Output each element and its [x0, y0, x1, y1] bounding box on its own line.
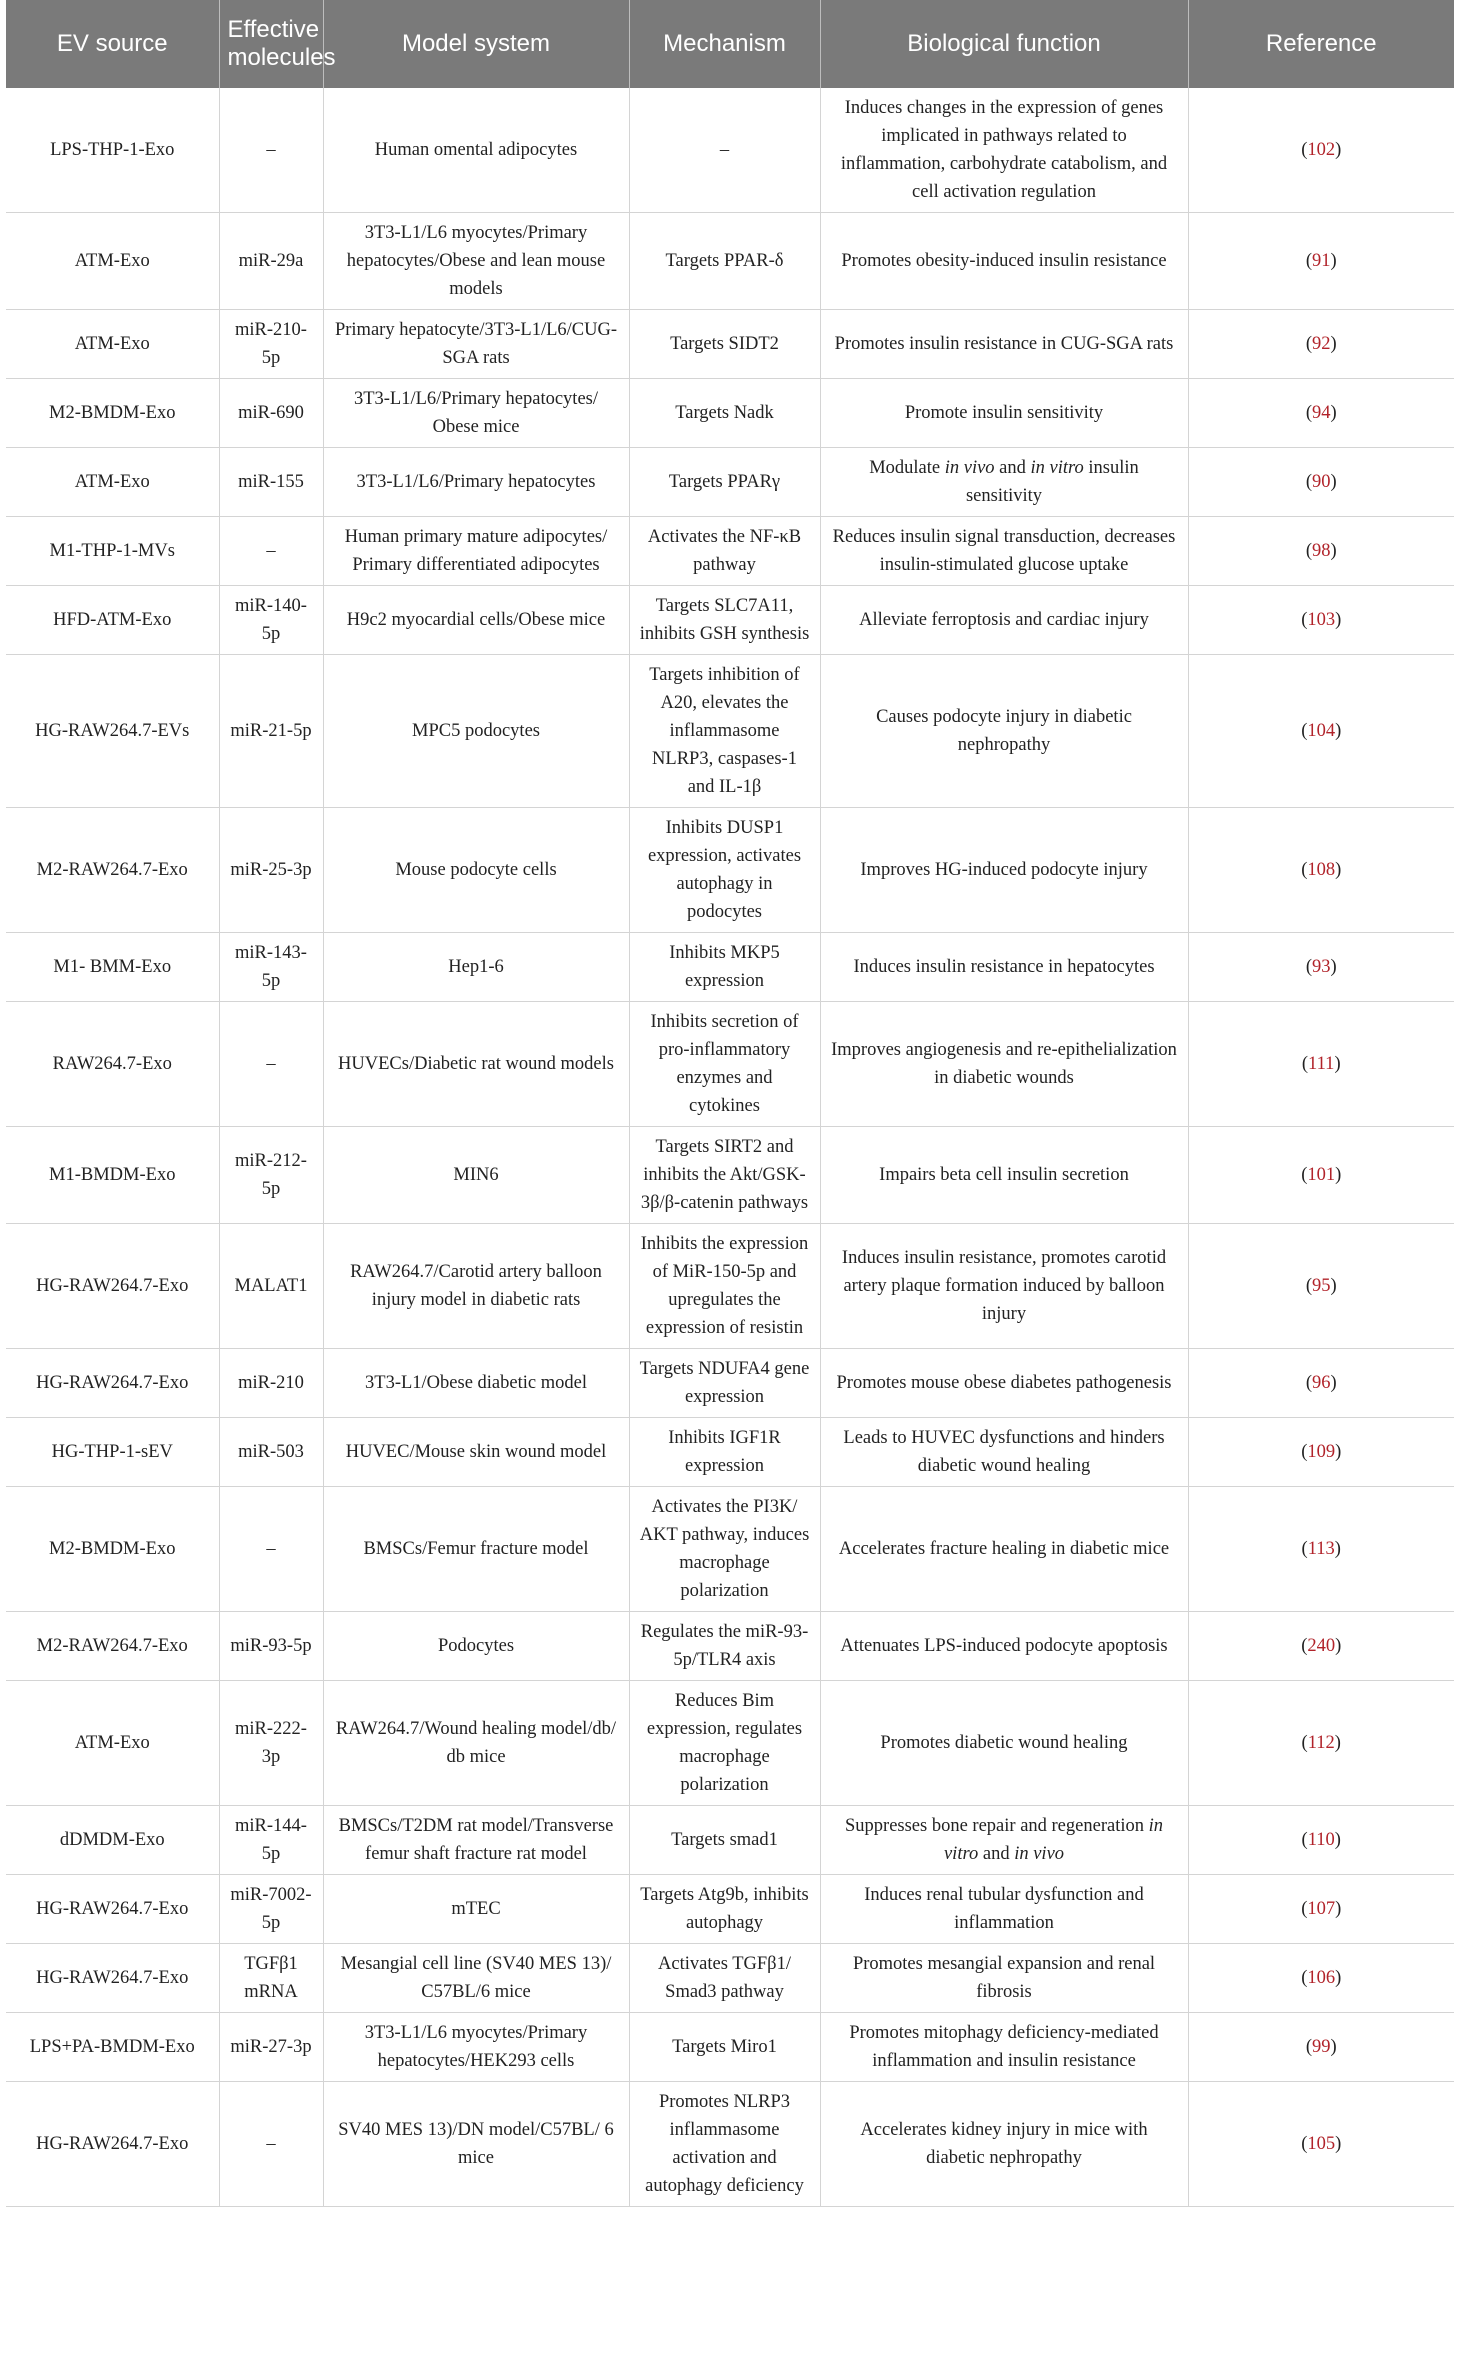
- reference-link[interactable]: 111: [1308, 1054, 1335, 1074]
- cell-ev-source: ATM-Exo: [6, 310, 219, 379]
- cell-mechanism: Activates the PI3K/ AKT pathway, induces macrophage polarization: [629, 1487, 820, 1612]
- cell-ev-source: HG-RAW264.7-Exo: [6, 1224, 219, 1349]
- cell-effective-molecules: miR-7002-5p: [219, 1875, 323, 1944]
- cell-ev-source: HG-RAW264.7-Exo: [6, 1944, 219, 2013]
- cell-model-system: Hep1-6: [323, 933, 629, 1002]
- table-row: [6, 517, 1454, 586]
- table-row: [6, 213, 1454, 310]
- cell-reference: (91): [1188, 213, 1454, 310]
- reference-link[interactable]: 112: [1307, 1733, 1335, 1753]
- cell-mechanism: Targets NDUFA4 gene expression: [629, 1349, 820, 1418]
- reference-link[interactable]: 109: [1307, 1442, 1336, 1462]
- cell-reference: (92): [1188, 310, 1454, 379]
- cell-reference: (108): [1188, 808, 1454, 933]
- cell-model-system: Human primary mature adipocytes/ Primary differentiated adipocytes: [323, 517, 629, 586]
- cell-biological-function: Accelerates fracture healing in diabetic mice: [820, 1487, 1188, 1612]
- cell-ev-source: RAW264.7-Exo: [6, 1002, 219, 1127]
- cell-mechanism: Inhibits the expression of MiR-150-5p and upregulates the expression of resistin: [629, 1224, 820, 1349]
- cell-effective-molecules: –: [219, 88, 323, 213]
- cell-biological-function: Attenuates LPS-induced podocyte apoptosis: [820, 1612, 1188, 1681]
- reference-link[interactable]: 99: [1312, 2037, 1331, 2057]
- cell-biological-function: [820, 1806, 1188, 1875]
- cell-ev-source: M2-RAW264.7-Exo: [6, 808, 219, 933]
- cell-effective-molecules: miR-25-3p: [219, 808, 323, 933]
- func-text: and: [994, 458, 1031, 478]
- func-italic: in vivo: [944, 458, 995, 478]
- cell-mechanism: Targets inhibition of A20, elevates the inflammasome NLRP3, caspases-1 and IL-1β: [629, 655, 820, 808]
- cell-biological-function: Leads to HUVEC dysfunctions and hinders diabetic wound healing: [820, 1418, 1188, 1487]
- cell-effective-molecules: miR-503: [219, 1418, 323, 1487]
- reference-link[interactable]: 96: [1312, 1373, 1331, 1393]
- cell-effective-molecules: miR-27-3p: [219, 2013, 323, 2082]
- cell-model-system: MPC5 podocytes: [323, 655, 629, 808]
- cell-mechanism: Targets PPARγ: [629, 448, 820, 517]
- cell-effective-molecules: –: [219, 2082, 323, 2207]
- reference-link[interactable]: 92: [1312, 334, 1331, 354]
- cell-reference: (101): [1188, 1127, 1454, 1224]
- cell-model-system: MIN6: [323, 1127, 629, 1224]
- func-text: and: [978, 1844, 1015, 1864]
- cell-ev-source: HFD-ATM-Exo: [6, 586, 219, 655]
- table-row: [6, 808, 1454, 933]
- cell-biological-function: Promotes mouse obese diabetes pathogenesis: [820, 1349, 1188, 1418]
- cell-effective-molecules: miR-210: [219, 1349, 323, 1418]
- cell-ev-source: LPS+PA-BMDM-Exo: [6, 2013, 219, 2082]
- table-row: [6, 2013, 1454, 2082]
- reference-link[interactable]: 93: [1312, 957, 1331, 977]
- cell-biological-function: [820, 448, 1188, 517]
- reference-link[interactable]: 94: [1312, 403, 1331, 423]
- cell-biological-function: Promotes mesangial expansion and renal fibrosis: [820, 1944, 1188, 2013]
- cell-ev-source: ATM-Exo: [6, 448, 219, 517]
- reference-link[interactable]: 110: [1307, 1830, 1335, 1850]
- cell-reference: (104): [1188, 655, 1454, 808]
- col-header-ev-source: EV source: [6, 0, 219, 88]
- reference-link[interactable]: 113: [1307, 1539, 1335, 1559]
- cell-biological-function: Promotes obesity-induced insulin resistance: [820, 213, 1188, 310]
- table-row: [6, 1944, 1454, 2013]
- cell-mechanism: Activates TGFβ1/ Smad3 pathway: [629, 1944, 820, 2013]
- cell-mechanism: Inhibits secretion of pro-inflammatory enzymes and cytokines: [629, 1002, 820, 1127]
- reference-link[interactable]: 105: [1307, 2134, 1336, 2154]
- cell-model-system: Primary hepatocyte/3T3-L1/L6/CUG-SGA rats: [323, 310, 629, 379]
- cell-effective-molecules: miR-690: [219, 379, 323, 448]
- reference-link[interactable]: 103: [1307, 610, 1336, 630]
- ev-table: [6, 0, 1454, 2207]
- cell-mechanism: Targets Miro1: [629, 2013, 820, 2082]
- cell-mechanism: –: [629, 88, 820, 213]
- table-row: [6, 1487, 1454, 1612]
- table-row: [6, 88, 1454, 213]
- cell-reference: (107): [1188, 1875, 1454, 1944]
- cell-model-system: 3T3-L1/L6 myocytes/Primary hepatocytes/HEK293 cells: [323, 2013, 629, 2082]
- cell-ev-source: dDMDM-Exo: [6, 1806, 219, 1875]
- table-row: [6, 1612, 1454, 1681]
- header-row: [6, 0, 1454, 88]
- cell-effective-molecules: miR-222-3p: [219, 1681, 323, 1806]
- table-row: [6, 379, 1454, 448]
- col-header-mechanism: Mechanism: [629, 0, 820, 88]
- cell-biological-function: Reduces insulin signal transduction, decreases insulin-stimulated glucose uptake: [820, 517, 1188, 586]
- cell-ev-source: ATM-Exo: [6, 213, 219, 310]
- cell-model-system: H9c2 myocardial cells/Obese mice: [323, 586, 629, 655]
- cell-mechanism: Inhibits IGF1R expression: [629, 1418, 820, 1487]
- cell-model-system: mTEC: [323, 1875, 629, 1944]
- cell-reference: (93): [1188, 933, 1454, 1002]
- cell-model-system: Podocytes: [323, 1612, 629, 1681]
- reference-link[interactable]: 104: [1307, 721, 1336, 741]
- table-body: [6, 88, 1454, 2207]
- cell-mechanism: Targets Atg9b, inhibits autophagy: [629, 1875, 820, 1944]
- cell-model-system: BMSCs/Femur fracture model: [323, 1487, 629, 1612]
- cell-biological-function: Induces renal tubular dysfunction and inflammation: [820, 1875, 1188, 1944]
- cell-reference: (240): [1188, 1612, 1454, 1681]
- reference-link[interactable]: 107: [1307, 1899, 1336, 1919]
- cell-reference: (102): [1188, 88, 1454, 213]
- reference-link[interactable]: 98: [1312, 541, 1331, 561]
- cell-effective-molecules: miR-155: [219, 448, 323, 517]
- reference-link[interactable]: 101: [1307, 1165, 1336, 1185]
- cell-model-system: 3T3-L1/L6 myocytes/Primary hepatocytes/Obese and lean mouse models: [323, 213, 629, 310]
- cell-mechanism: Regulates the miR-93-5p/TLR4 axis: [629, 1612, 820, 1681]
- table-row: [6, 2082, 1454, 2207]
- cell-effective-molecules: miR-143-5p: [219, 933, 323, 1002]
- table-row: [6, 1418, 1454, 1487]
- cell-model-system: 3T3-L1/L6/Primary hepatocytes/ Obese mice: [323, 379, 629, 448]
- cell-ev-source: HG-THP-1-sEV: [6, 1418, 219, 1487]
- cell-biological-function: Improves HG-induced podocyte injury: [820, 808, 1188, 933]
- cell-ev-source: LPS-THP-1-Exo: [6, 88, 219, 213]
- cell-model-system: HUVECs/Diabetic rat wound models: [323, 1002, 629, 1127]
- cell-mechanism: Targets SLC7A11, inhibits GSH synthesis: [629, 586, 820, 655]
- col-header-model-system: Model system: [323, 0, 629, 88]
- cell-biological-function: Alleviate ferroptosis and cardiac injury: [820, 586, 1188, 655]
- cell-reference: (98): [1188, 517, 1454, 586]
- cell-reference: (113): [1188, 1487, 1454, 1612]
- cell-biological-function: Induces insulin resistance, promotes carotid artery plaque formation induced by balloon injury: [820, 1224, 1188, 1349]
- cell-ev-source: M2-BMDM-Exo: [6, 379, 219, 448]
- reference-link[interactable]: 108: [1307, 860, 1336, 880]
- cell-ev-source: M1- BMM-Exo: [6, 933, 219, 1002]
- cell-effective-molecules: miR-21-5p: [219, 655, 323, 808]
- reference-link[interactable]: 95: [1312, 1276, 1331, 1296]
- cell-mechanism: Inhibits DUSP1 expression, activates autophagy in podocytes: [629, 808, 820, 933]
- cell-model-system: BMSCs/T2DM rat model/Transverse femur shaft fracture rat model: [323, 1806, 629, 1875]
- func-italic: in vivo: [1014, 1844, 1065, 1864]
- cell-ev-source: HG-RAW264.7-Exo: [6, 1349, 219, 1418]
- table-row: [6, 310, 1454, 379]
- table-row: [6, 1002, 1454, 1127]
- cell-mechanism: Targets smad1: [629, 1806, 820, 1875]
- reference-link[interactable]: 91: [1312, 251, 1331, 271]
- cell-effective-molecules: –: [219, 517, 323, 586]
- cell-biological-function: Promote insulin sensitivity: [820, 379, 1188, 448]
- cell-reference: (90): [1188, 448, 1454, 517]
- cell-ev-source: M2-RAW264.7-Exo: [6, 1612, 219, 1681]
- cell-mechanism: Targets SIDT2: [629, 310, 820, 379]
- table-row: [6, 1875, 1454, 1944]
- cell-model-system: SV40 MES 13)/DN model/C57BL/ 6 mice: [323, 2082, 629, 2207]
- table-row: [6, 933, 1454, 1002]
- cell-effective-molecules: miR-212-5p: [219, 1127, 323, 1224]
- cell-reference: (95): [1188, 1224, 1454, 1349]
- cell-biological-function: Induces changes in the expression of genes implicated in pathways related to inflammation, carbohydrate catabolism, and cell activation regulation: [820, 88, 1188, 213]
- cell-ev-source: HG-RAW264.7-EVs: [6, 655, 219, 808]
- func-text: Suppresses bone repair and regeneration: [845, 1816, 1149, 1836]
- cell-ev-source: HG-RAW264.7-Exo: [6, 2082, 219, 2207]
- cell-mechanism: Inhibits MKP5 expression: [629, 933, 820, 1002]
- table-row: [6, 1127, 1454, 1224]
- cell-reference: (105): [1188, 2082, 1454, 2207]
- cell-ev-source: M2-BMDM-Exo: [6, 1487, 219, 1612]
- cell-reference: (110): [1188, 1806, 1454, 1875]
- cell-reference: (94): [1188, 379, 1454, 448]
- col-header-biological-function: Biological function: [820, 0, 1188, 88]
- cell-reference: (103): [1188, 586, 1454, 655]
- table-row: [6, 1806, 1454, 1875]
- table-row: [6, 1349, 1454, 1418]
- cell-ev-source: HG-RAW264.7-Exo: [6, 1875, 219, 1944]
- cell-biological-function: Accelerates kidney injury in mice with diabetic nephropathy: [820, 2082, 1188, 2207]
- cell-reference: (112): [1188, 1681, 1454, 1806]
- table-row: [6, 655, 1454, 808]
- table-row: [6, 1681, 1454, 1806]
- cell-model-system: HUVEC/Mouse skin wound model: [323, 1418, 629, 1487]
- table-row: [6, 1224, 1454, 1349]
- func-italic: in vitro: [943, 1816, 1163, 1864]
- reference-link[interactable]: 102: [1307, 140, 1336, 160]
- cell-effective-molecules: MALAT1: [219, 1224, 323, 1349]
- cell-biological-function: Impairs beta cell insulin secretion: [820, 1127, 1188, 1224]
- cell-biological-function: Promotes insulin resistance in CUG-SGA rats: [820, 310, 1188, 379]
- cell-ev-source: ATM-Exo: [6, 1681, 219, 1806]
- cell-model-system: RAW264.7/Carotid artery balloon injury model in diabetic rats: [323, 1224, 629, 1349]
- cell-ev-source: M1-THP-1-MVs: [6, 517, 219, 586]
- cell-mechanism: Activates the NF-κB pathway: [629, 517, 820, 586]
- reference-link[interactable]: 240: [1307, 1636, 1336, 1656]
- cell-mechanism: Promotes NLRP3 inflammasome activation and autophagy deficiency: [629, 2082, 820, 2207]
- cell-biological-function: Causes podocyte injury in diabetic nephropathy: [820, 655, 1188, 808]
- cell-model-system: RAW264.7/Wound healing model/db/ db mice: [323, 1681, 629, 1806]
- reference-link[interactable]: 90: [1312, 472, 1331, 492]
- table-container: [6, 0, 1454, 2207]
- cell-effective-molecules: miR-144-5p: [219, 1806, 323, 1875]
- cell-effective-molecules: –: [219, 1002, 323, 1127]
- reference-link[interactable]: 106: [1307, 1968, 1336, 1988]
- cell-biological-function: Promotes mitophagy deficiency-mediated inflammation and insulin resistance: [820, 2013, 1188, 2082]
- cell-ev-source: M1-BMDM-Exo: [6, 1127, 219, 1224]
- cell-biological-function: Induces insulin resistance in hepatocytes: [820, 933, 1188, 1002]
- cell-reference: (106): [1188, 1944, 1454, 2013]
- cell-reference: (111): [1188, 1002, 1454, 1127]
- cell-mechanism: Targets PPAR-δ: [629, 213, 820, 310]
- cell-effective-molecules: miR-29a: [219, 213, 323, 310]
- table-row: [6, 448, 1454, 517]
- cell-biological-function: Improves angiogenesis and re-epithelialization in diabetic wounds: [820, 1002, 1188, 1127]
- cell-mechanism: Targets Nadk: [629, 379, 820, 448]
- cell-effective-molecules: miR-93-5p: [219, 1612, 323, 1681]
- cell-mechanism: Reduces Bim expression, regulates macrophage polarization: [629, 1681, 820, 1806]
- cell-effective-molecules: –: [219, 1487, 323, 1612]
- func-text: insulin sensitivity: [965, 458, 1139, 506]
- cell-model-system: 3T3-L1/Obese diabetic model: [323, 1349, 629, 1418]
- table-row: [6, 586, 1454, 655]
- cell-effective-molecules: TGFβ1 mRNA: [219, 1944, 323, 2013]
- col-header-effective-molecules: Effective molecules: [219, 0, 323, 88]
- cell-model-system: Mesangial cell line (SV40 MES 13)/ C57BL/6 mice: [323, 1944, 629, 2013]
- cell-effective-molecules: miR-210-5p: [219, 310, 323, 379]
- func-text: Modulate: [869, 458, 945, 478]
- cell-mechanism: Targets SIRT2 and inhibits the Akt/GSK-3β/β-catenin pathways: [629, 1127, 820, 1224]
- cell-biological-function: Promotes diabetic wound healing: [820, 1681, 1188, 1806]
- cell-reference: (96): [1188, 1349, 1454, 1418]
- cell-model-system: Mouse podocyte cells: [323, 808, 629, 933]
- cell-model-system: 3T3-L1/L6/Primary hepatocytes: [323, 448, 629, 517]
- cell-reference: (109): [1188, 1418, 1454, 1487]
- func-italic: in vitro: [1030, 458, 1084, 478]
- cell-model-system: Human omental adipocytes: [323, 88, 629, 213]
- col-header-reference: Reference: [1188, 0, 1454, 88]
- cell-effective-molecules: miR-140-5p: [219, 586, 323, 655]
- cell-reference: (99): [1188, 2013, 1454, 2082]
